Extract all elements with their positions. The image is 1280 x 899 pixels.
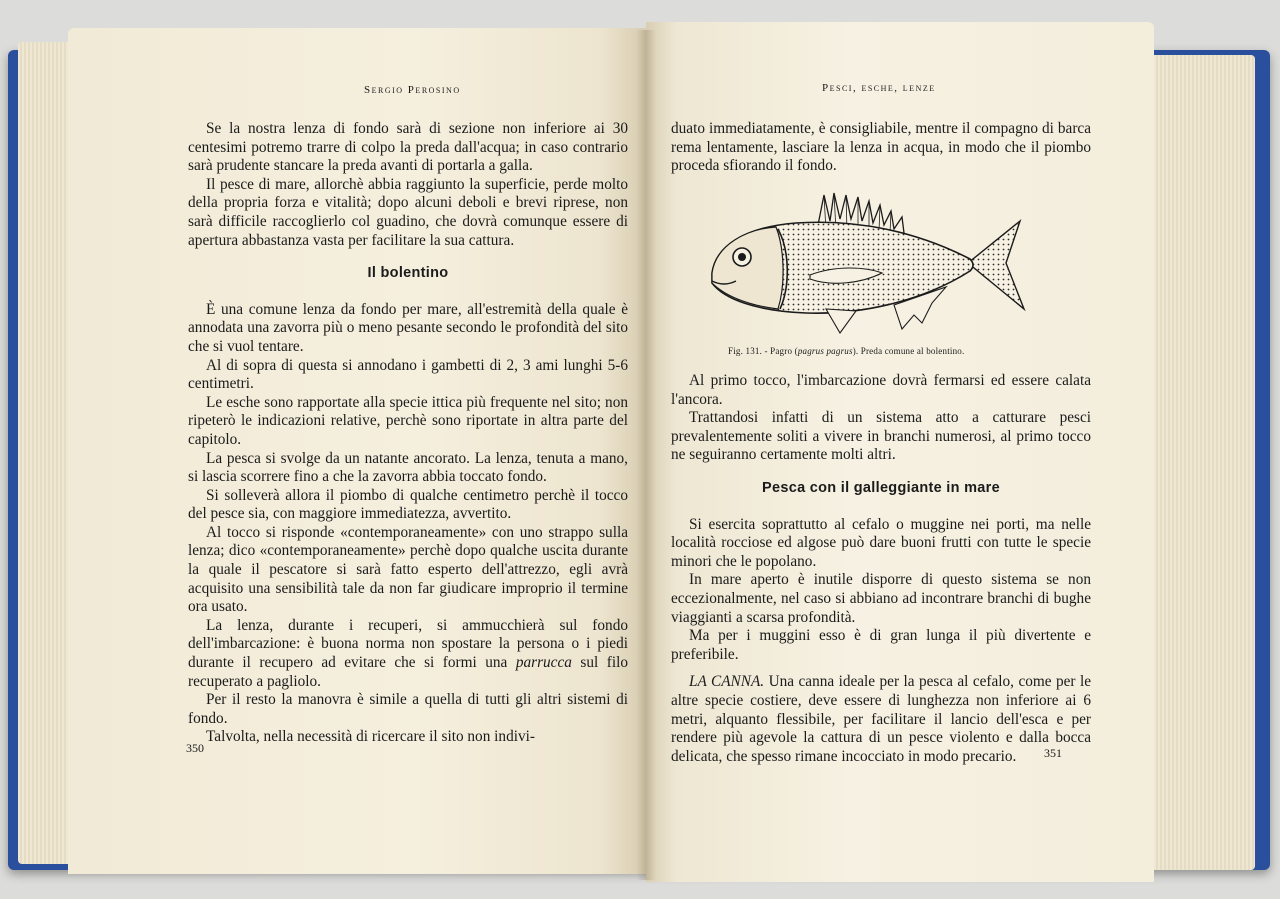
- running-head-right: Pesci, esche, lenze: [822, 82, 936, 94]
- right-page-body: [671, 372, 1091, 766]
- paragraph: Al primo tocco, l'imbarcazione dovrà fermarsi ed essere calata l'ancora.: [671, 372, 1091, 408]
- paragraph: Trattandosi infatti di un sistema atto a catturare pesci prevalentemente soliti a vivere in branchi numerosi, al primo tocco ne seguiranno certamente molti altri.: [671, 409, 1091, 464]
- subsection-label: LA CANNA.: [689, 673, 765, 691]
- paragraph: Le esche sono rapportate alla specie ittica più frequente nel sito; non ripeterò le indicazioni relative, perchè sono riportate in altra parte del capitolo.: [188, 393, 628, 448]
- paragraph-canna: [671, 673, 1091, 766]
- page-number-right: 351: [1044, 746, 1062, 760]
- paragraph-continuation: duato immediatamente, è consigliabile, mentre il compagno di barca rema lentamente, lasciare la lenza in acqua, in modo che il piombo proceda sfiorando il fondo.: [671, 120, 1091, 175]
- text-run: La lenza, durante i recuperi, si ammucchierà sul fondo dell'imbarcazione: è buona norma non spostare la persona o i piedi durante il recupero ad evitare che si formi una: [188, 616, 628, 672]
- left-page: [68, 28, 646, 874]
- paragraph: Al di sopra di questa si annodano i gambetti di 2, 3 ami lunghi 5-6 centimetri.: [188, 356, 628, 393]
- paragraph-parrucca: [188, 617, 628, 691]
- left-page-body: [188, 120, 628, 747]
- paragraph: In mare aperto è inutile disporre di questo sistema se non eccezionalmente, nel caso si abbiano ad incontrare branchi di bughe viaggianti a scarsa profondità.: [671, 571, 1091, 626]
- text-run: sul filo recuperato a pagliolo.: [188, 654, 628, 690]
- text-run: Una canna ideale per la pesca al cefalo, come per le altre specie costiere, deve essere di lunghezza non inferiore ai 6 metri, alquanto flessibile, per facilitare il lancio dell'esca e per rendere più agevole la cattura di un pesce violento e dalla bocca delicata, che spesso rimane incocciato in modo precario.: [671, 673, 1091, 765]
- paragraph: Si esercita soprattutto al cefalo o muggine nei porti, ma nelle località rocciose ed algose può dare buoni frutti con tutte le specie minori che le popolano.: [671, 515, 1091, 570]
- paragraph: Al tocco si risponde «contemporaneamente» con uno strappo sulla lenza; dico «contemporaneamente» perchè dopo qualche uscita durante la quale il pescatore si sarà fatto esperto dell'attrezzo, egli avrà acquisito una sensibilità tale da non far giudicare improprio il termine ora usato.: [188, 523, 628, 616]
- paragraph: Se la nostra lenza di fondo sarà di sezione non inferiore ai 30 centesimi potremo trarre di colpo la preda dall'acqua; in caso contrario sarà prudente stancare la preda avanti di portarla a galla.: [188, 120, 628, 175]
- italic-term: pagrus pagrus: [797, 346, 853, 356]
- paragraph: Si solleverà allora il piombo di qualche centimetro perchè il tocco del pesce sia, con maggiore immediatezza, avvertito.: [188, 486, 628, 523]
- section-title-bolentino: Il bolentino: [367, 265, 449, 282]
- section-title-galleggiante: Pesca con il galleggiante in mare: [762, 479, 1000, 496]
- paragraph: Per il resto la manovra è simile a quella di tutti gli altri sistemi di fondo.: [188, 691, 628, 727]
- right-page-top-text: [671, 120, 1091, 176]
- paragraph: Talvolta, nella necessità di ricercare il sito non indivi-: [206, 728, 535, 746]
- paragraph: Ma per i muggini esso è di gran lunga il più divertente e preferibile.: [671, 627, 1091, 663]
- paragraph: È una comune lenza da fondo per mare, all'estremità della quale è annodata una zavorra più o meno pesante secondo le profondità del sito che si vuol tentare.: [188, 300, 628, 355]
- running-head-left: Sergio Perosino: [364, 84, 461, 96]
- page-edges-right: [1150, 55, 1255, 870]
- text-run: ). Preda comune al bolentino.: [852, 346, 965, 356]
- italic-term: parrucca: [515, 654, 572, 672]
- paragraph: Il pesce di mare, allorchè abbia raggiunto la superficie, perde molto della propria forza e vitalità; dopo alcuni deboli e brevi riprese, non sarà difficile raccoglierlo col guadino, che dovrà comunque essere di apertura abbastanza vasta per facilitare la sua cattura.: [188, 175, 628, 249]
- fish-illustration: [706, 187, 1036, 337]
- paragraph: La pesca si svolge da un natante ancorato. La lenza, tenuta a mano, si lascia scorrere fino a che la zavorra abbia toccato fondo.: [188, 449, 628, 486]
- page-number-left: 350: [186, 741, 204, 755]
- book-gutter: [636, 30, 656, 880]
- text-run: Fig. 131. - Pagro (: [728, 346, 798, 356]
- figure-caption: [728, 346, 1038, 356]
- right-page: [646, 22, 1154, 882]
